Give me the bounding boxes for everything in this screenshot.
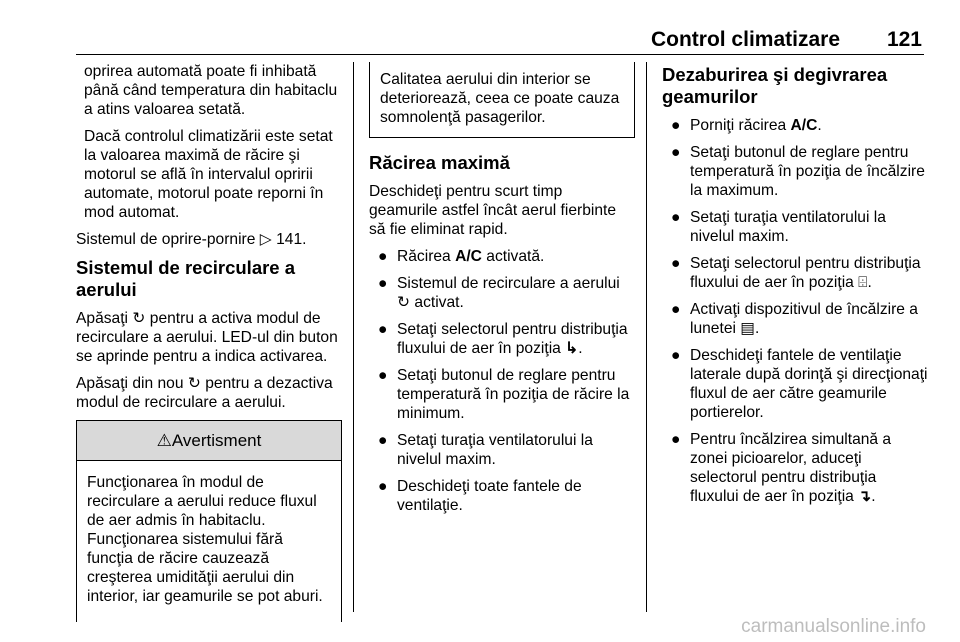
column-2 [369,62,635,523]
section-heading: Răcirea maximă [369,152,510,173]
paragraph: Deschideţi pentru scurt timp geamurile astfel încât aerul fierbinte să fie eliminat rapid. [369,183,617,238]
list-item: ● Setaţi turaţia ventilatorului la nivelul maxim. [378,432,593,468]
section-heading: Dezaburirea şi degivrarea geamurilor [662,64,888,107]
paragraph: Apăsaţi ↻ pentru a activa modul de recirculare a aerului. LED-ul din buton se aprinde pentru a indica activarea. [76,310,338,365]
section-heading: Sistemul de recirculare a aerului [76,257,296,300]
airflow-upper-body-icon: ↳ [565,340,579,357]
page-ref-arrow-icon: ▷ [259,231,272,248]
rear-window-heater-icon: ▤ [740,320,756,337]
column-1 [76,62,342,622]
airflow-windscreen-footwell-icon: ↴ [858,488,872,505]
header-rule [76,54,924,55]
page-ref-link[interactable]: 141. [276,231,307,248]
list-item: ● Deschideţi fantele de ventilaţie laterale după dorinţă şi direcţionaţi fluxul de aer către geamurile portierelor. [671,347,928,421]
warning-icon: ⚠ [156,431,172,450]
list-item: ● Setaţi selectorul pentru distribuţia fluxului de aer în poziţia ⌹. [671,255,921,291]
ac-label: A/C [455,248,482,265]
paragraph: Apăsaţi din nou ↻ pentru a dezactiva modul de recirculare a aerului. [76,375,333,411]
list-item: ● Setaţi butonul de reglare pentru temperatură în poziţia de răcire la minimum. [378,367,630,422]
page-number: 121 [886,28,922,51]
recirculation-icon: ↻ [132,310,146,327]
paragraph: Dacă controlul climatizării este setat la valoarea maximă de răcire şi motorul se află în intervalul opririi automate, motorul poate reporni în mod automat. [84,128,333,221]
column-divider-1 [353,62,354,612]
ac-label: A/C [790,117,818,134]
warning-text: Funcţionarea în modul de recirculare a aerului reduce fluxul de aer admis în habitaclu. Funcţionarea sistemului fără funcţia de răcire cauzează creşterea umidităţii aerului din interior, iar geamurile se pot aburi. [87,474,323,605]
bullet-list [662,116,928,506]
windscreen-defrost-icon: ⌹ [858,274,868,291]
cross-reference: Sistemul de oprire-pornire ▷ 141. [76,231,307,248]
warning-box [76,420,342,622]
column-3 [662,62,928,514]
recirculation-icon: ↻ [397,294,411,311]
page-header-title: Control climatizare [650,28,840,51]
list-item: ● Setaţi turaţia ventilatorului la nivelul maxim. [671,209,886,245]
list-item: ● Deschideţi toate fantele de ventilaţie. [378,478,582,514]
bullet-list [369,247,635,515]
column-divider-2 [646,62,647,612]
list-item: ● Activaţi dispozitivul de încălzire a lunetei ▤. [671,301,918,337]
watermark: carmanualsonline.info [741,616,926,637]
list-item: ● Pentru încălzirea simultană a zonei picioarelor, aduceţi selectorul pentru distribuţia fluxului de aer în poziţia ↴. [671,431,892,505]
list-item: ● Porniţi răcirea A/C. [671,117,822,134]
recirculation-icon: ↻ [187,375,201,392]
list-item: ● Răcirea A/C activată. [378,248,545,265]
warning-continuation-box: Calitatea aerului din interior se deteriorează, ceea ce poate cauza somnolenţă pasagerilor. [369,62,635,138]
list-item: ● Sistemul de recirculare a aerului ↻ activat. [378,275,620,311]
paragraph: oprirea automată poate fi inhibată până când temperatura din habitaclu a atins valoarea setată. [84,63,338,118]
list-item: ● Setaţi selectorul pentru distribuţia fluxului de aer în poziţia ↳. [378,321,628,357]
warning-header: ⚠Avertisment [77,420,341,461]
list-item: ● Setaţi butonul de reglare pentru temperatură în poziţia de încălzire la maximum. [671,144,925,199]
